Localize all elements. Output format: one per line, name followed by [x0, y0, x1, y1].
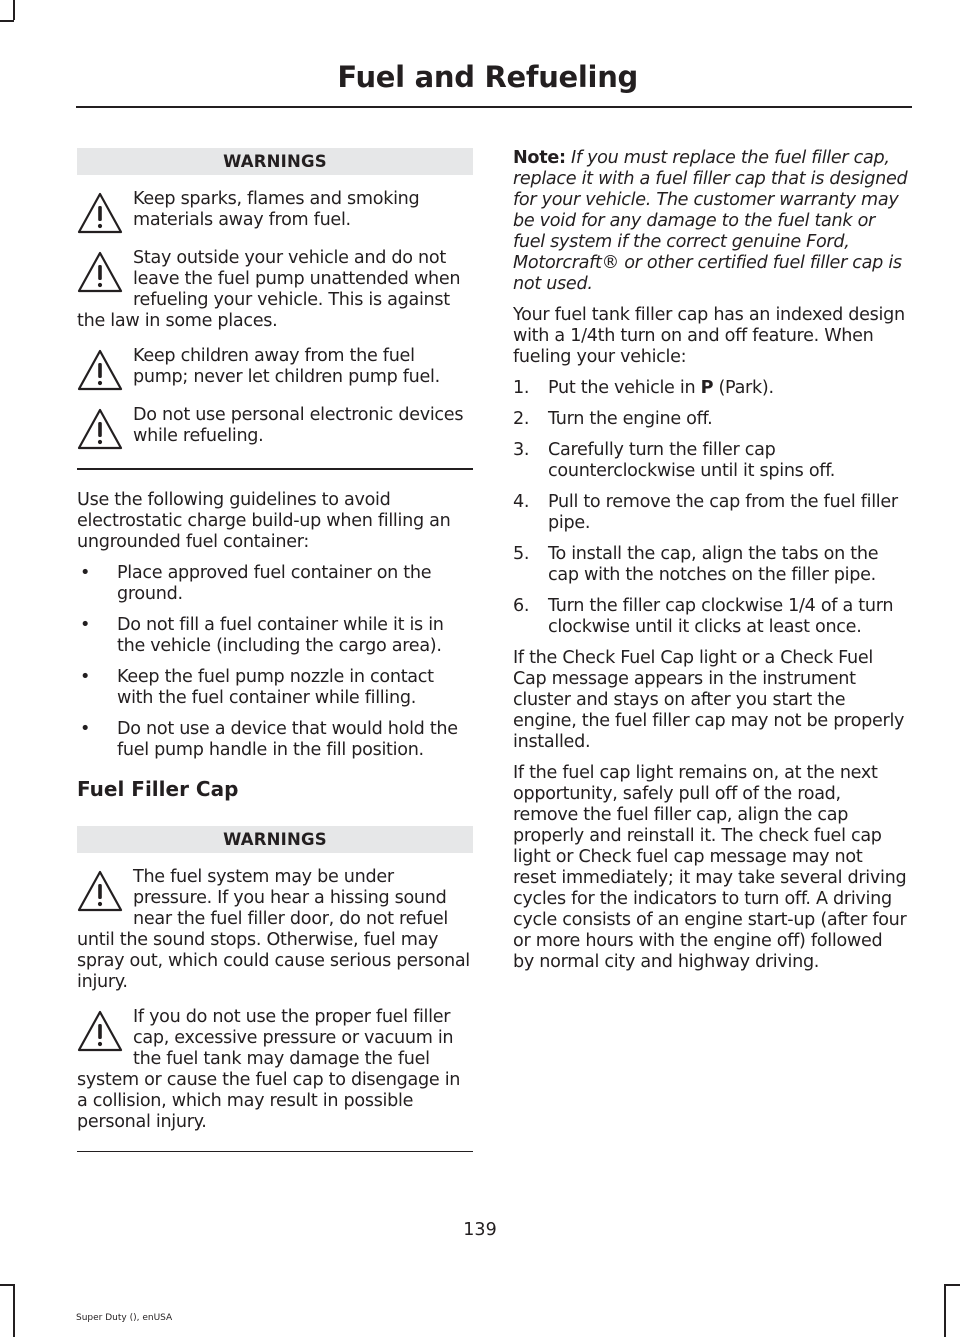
step-number: 4. [513, 492, 530, 512]
warning-triangle-icon [77, 251, 123, 293]
warning-item [77, 867, 473, 993]
warnings-box [77, 826, 473, 1153]
list-item-text: Do not fill a fuel container while it is in the vehicle (including the cargo area). [117, 614, 444, 656]
list-item [77, 563, 473, 605]
page-title: Fuel and Refueling [337, 60, 638, 94]
step-text: Pull to remove the cap from the fuel filler pipe. [548, 492, 898, 533]
crop-mark [0, 20, 14, 22]
warning-text: Do not use personal electronic devices while refueling. [133, 405, 464, 446]
step-text: Carefully turn the filler cap counterclockwise until it spins off. [548, 440, 836, 481]
step-item [513, 596, 908, 638]
step-number: 6. [513, 596, 530, 616]
warning-item [77, 189, 473, 234]
warnings-end-rule [77, 468, 473, 470]
bullet-mark: • [80, 614, 91, 635]
step-item [513, 492, 908, 534]
header-rule [76, 106, 912, 108]
warning-text: Keep children away from the fuel pump; never let children pump fuel. [133, 346, 440, 387]
warning-triangle-icon [77, 192, 123, 234]
list-item-text: Place approved fuel container on the ground. [117, 562, 432, 604]
warning-item [77, 248, 473, 332]
right-column [513, 148, 908, 983]
step-text [548, 378, 774, 398]
page-number: 139 [463, 1220, 497, 1240]
step-text: Turn the engine off. [548, 409, 713, 429]
list-item-text: Do not use a device that would hold the fuel pump handle in the fill position. [117, 718, 458, 760]
step-item [513, 378, 908, 399]
step-number: 5. [513, 544, 530, 564]
warnings-heading: WARNINGS [77, 148, 473, 175]
list-item [77, 667, 473, 709]
step-number: 2. [513, 409, 530, 429]
warnings-heading: WARNINGS [77, 826, 473, 853]
warning-triangle-icon [77, 349, 123, 391]
paragraph: Your fuel tank filler cap has an indexed design with a 1/4th turn on and off feature. When fueling your vehicle: [513, 305, 905, 367]
step-text: To install the cap, align the tabs on the cap with the notches on the filler pipe. [548, 544, 879, 585]
warning-text: Stay outside your vehicle and do not leave the fuel pump unattended when refueling your vehicle. This is against the law in some places. [77, 248, 461, 331]
step-item [513, 440, 908, 482]
list-item-text: Keep the fuel pump nozzle in contact with the fuel container while filling. [117, 666, 434, 708]
bullet-mark: • [80, 666, 91, 687]
step-item [513, 544, 908, 586]
note-text: If you must replace the fuel filler cap, replace it with a fuel filler cap that is designed for your vehicle. The customer warranty may be void for any damage to the fuel tank or fuel system if the correct genuine Ford, Motorcraft® or other certified fuel filler cap is not used. [513, 148, 908, 294]
left-column [77, 148, 473, 1152]
footer-doc-id: Super Duty (), enUSA [76, 1313, 173, 1323]
list-item [77, 615, 473, 657]
warning-item [77, 1007, 473, 1133]
step-number: 1. [513, 378, 530, 398]
warning-triangle-icon [77, 870, 123, 912]
note-paragraph [513, 148, 908, 295]
list-item [77, 719, 473, 761]
paragraph: If the fuel cap light remains on, at the next opportunity, safely pull off of the road, remove the fuel filler cap, align the cap properly and reinstall it. The check fuel cap light or Check fuel cap message may not reset immediately; it may take several driving cycles for the indicators to turn off. A driving cycle consists of an engine start-up (after four or more hours with the engine off) followed by normal city and highway driving. [513, 763, 907, 972]
section-title: Fuel Filler Cap [77, 776, 239, 801]
guideline-list [77, 563, 473, 761]
bullet-mark: • [80, 718, 91, 739]
warning-item [77, 405, 473, 450]
warning-item [77, 346, 473, 391]
warning-triangle-icon [77, 408, 123, 450]
crop-mark [944, 1284, 946, 1337]
paragraph: If the Check Fuel Cap light or a Check Fuel Cap message appears in the instrument cluster and stays on after you start the engine, the fuel filler cap may not be properly installed. [513, 648, 905, 752]
steps-list [513, 378, 908, 638]
step-item [513, 409, 908, 430]
crop-mark [13, 0, 15, 20]
warning-triangle-icon [77, 1010, 123, 1052]
bullet-mark: • [80, 562, 91, 583]
crop-mark [944, 1284, 960, 1286]
crop-mark [13, 1284, 15, 1337]
crop-mark [0, 1284, 14, 1286]
step-number: 3. [513, 440, 530, 460]
warning-text: If you do not use the proper fuel filler cap, excessive pressure or vacuum in the fuel tank may damage the fuel system or cause the fuel cap to disengage in a collision, which may result in possible personal injury. [77, 1006, 461, 1132]
warnings-box [77, 148, 473, 470]
warning-text: The fuel system may be under pressure. If you hear a hissing sound near the fuel filler door, do not refuel until the sound stops. Otherwise, fuel may spray out, which could cause serious personal injury. [77, 866, 470, 992]
step-text-part: (Park). [713, 378, 774, 398]
warnings-end-rule [77, 1151, 473, 1153]
warning-text: Keep sparks, flames and smoking materials away from fuel. [133, 189, 420, 230]
intro-paragraph: Use the following guidelines to avoid electrostatic charge build-up when filling an ungrounded fuel container: [77, 489, 451, 552]
step-text-part: Put the vehicle in [548, 378, 701, 398]
step-text: Turn the filler cap clockwise 1/4 of a turn clockwise until it clicks at least once. [548, 596, 894, 637]
park-symbol: P [700, 378, 714, 398]
note-label: Note: [513, 148, 566, 168]
